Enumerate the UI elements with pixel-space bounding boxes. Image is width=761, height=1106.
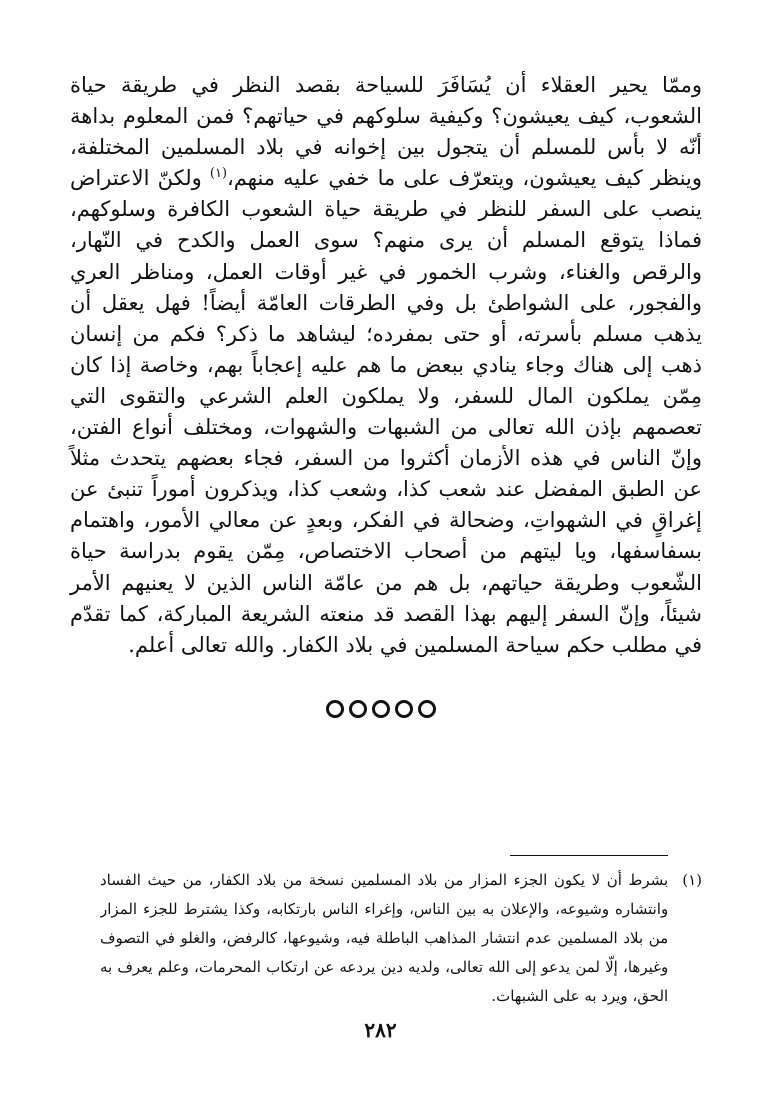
paragraph-text (70, 70, 702, 661)
footnote-text: بشرط أن لا يكون الجزء المزار من بلاد المسلمين نسخة من بلاد الكفار، من حيث الفساد وانتشاره وشيوعه، والإعلان به بين الناس، وإغراء الناس بارتكابه، وكذا يشترط للجزء المزار من بلاد المسلمين عدم انتشار المذاهب الباطلة فيه، وشيوعها، كالرفض، والغلو في التصوف وغيرها، إلّا لمن يدعو إلى الله تعالى، ولديه دين يردعه عن ارتكاب المحرمات، وعلم يعرف به الحق، ويرد به على الشبهات. (100, 871, 669, 1005)
ring-ornament-icon (372, 700, 390, 718)
ring-ornament-icon (349, 700, 367, 718)
footnote-marker: (١) (682, 871, 702, 889)
ring-ornament-icon (326, 700, 344, 718)
ring-ornament-icon (395, 700, 413, 718)
footnote (100, 866, 702, 1011)
paragraph-text-part-1: وممّا يحير العقلاء أن يُسَافَرَ للسياحة بقصد النظر في طريقة حياة الشعوب، كيف يعيشون؟ وكيفية سلوكهم في حياتهم؟ فمن المعلوم بداهة أنّه لا بأس للمسلم أن يتجول بين إخوانه في بلاد المسلمين المختلفة، وينظر كيف يعيشون، ويتعرّف على ما خفي عليه منهم، (70, 73, 702, 191)
main-paragraph (70, 70, 702, 661)
paragraph-text-part-2: ولكنّ الاعتراض ينصب على السفر للنظر في طريقة حياة الشعوب الكافرة وسلوكهم، فماذا يتوقع المسلم أن يرى منهم؟ سوى العمل والكدح في النّهار، والرقص والغناء، وشرب الخمور في غير أوقات العمل، ومناظر العري والفجور، على الشواطئ بل وفي الطرقات العامّة أيضاً! فهل يعقل أن يذهب مسلم بأسرته، أو حتى بمفرده؛ ليشاهد ما ذكر؟ فكم من إنسان ذهب إلى هناك وجاء ينادي ببعض ما هم عليه إعجاباً بهم، وخاصة إذا كان مِمّن يملكون المال للسفر، ولا يملكون العلم الشرعي والتقوى التي تعصمهم بإذن الله تعالى من الشبهات والشهوات، ومختلف أنواع الفتن، وإنّ الناس في هذه الأزمان أكثروا من السفر، فجاء بعضهم يتحدث مثلاً عن الطبق المفضل عند شعب كذا، وشعب كذا، ويذكرون أموراً تنبئ عن إغراقٍ في الشهواتِ، وضحالة في الفكر، وبعدٍ عن معالي الأمور، واهتمام بسفاسفها، ويا ليتهم من أصحاب الاختصاص، مِمّن يقوم بدراسة حياة الشّعوب وطريقة حياتهم، بل هم من عامّة الناس الذين لا يعنيهم الأمر شيئاً، وإنّ السفر إليهم بهذا القصد قد منعته الشريعة المباركة، كما تقدّم في مطلب حكم سياحة المسلمين في بلاد الكفار. والله تعالى أعلم. (70, 166, 702, 657)
page-number: ٢٨٢ (364, 1018, 397, 1042)
footnote-separator-line (510, 855, 668, 856)
footnote-reference: (١) (209, 166, 228, 182)
ring-ornament-icon (418, 700, 436, 718)
section-divider-ornament (0, 700, 761, 718)
